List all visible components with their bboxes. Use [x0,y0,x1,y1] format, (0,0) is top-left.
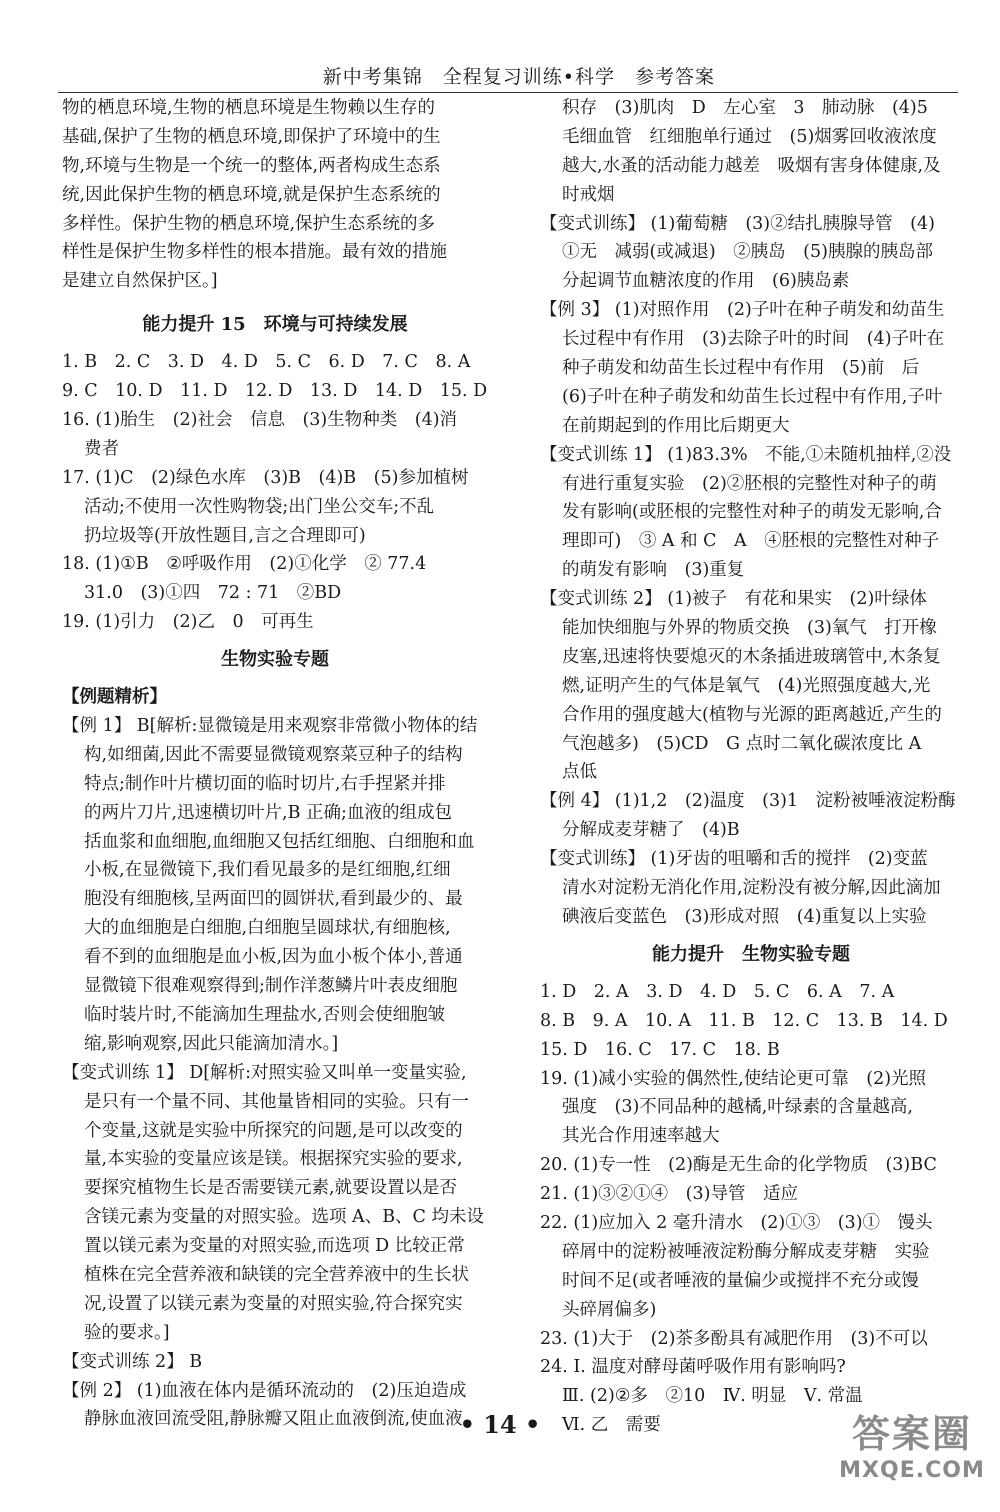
intro-line: 基础,保护了生物的栖息环境,即保护了环境中的生 [62,126,441,147]
answer-line: 越大,水蚤的活动能力越差 吸烟有害身体健康,及 [562,155,941,176]
answer-line: 分解成麦芽糖了 (4)B [562,820,740,841]
answer-line: 是只有一个量不同、其他量皆相同的实验。只有一 [84,1091,469,1112]
answer-line: 1. D 2. A 3. D 4. D 5. C 6. A 7. A [540,981,895,1002]
answer-line: 发有影响(或胚根的完整性对种子的萌发无影响,合 [562,502,942,523]
answer-line: 的萌发有影响 (3)重复 [562,560,745,581]
answer-line: 头碎屑偏多) [562,1299,657,1320]
answer-line: 验的要求。] [84,1322,170,1343]
answer-line: 括血浆和血细胞,血细胞又包括红细胞、白细胞和血 [84,831,475,852]
answer-line: 16. (1)胎生 (2)社会 信息 (3)生物种类 (4)消 [62,410,458,431]
section-bio-experiment-answers [62,683,488,1434]
answer-line: 18. (1)①B ②呼吸作用 (2)①化学 ② 77.4 [62,554,427,575]
answer-line: 23. (1)大于 (2)茶多酚具有减肥作用 (3)不可以 [540,1328,928,1349]
header-rule [58,92,958,93]
answer-line: 特点;制作叶片横切面的临时切片,右手捏紧并排 [84,773,446,794]
answer-line: 长过程中有作用 (3)去除子叶的时间 (4)子叶在 [562,329,945,350]
answer-line: 【例 4】 (1)1,2 (2)温度 (3)1 淀粉被唾液淀粉酶 [540,791,956,812]
answer-line: 理即可) ③ A 和 C A ④胚根的完整性对种子 [562,531,940,552]
answer-line: 个变量,这就是实验中所探究的问题,是可以改变的 [84,1120,463,1141]
answer-line: 【变式训练 1】 (1)83.3% 不能,①未随机抽样,②没 [540,444,952,465]
answer-line: 【例题精析】 [62,687,167,708]
answer-line: 清水对淀粉无消化作用,淀粉没有被分解,因此滴加 [562,878,941,899]
section-title-ability-bio: 能力提升 生物实验专题 [652,943,850,965]
left-column [62,94,488,1434]
section-environment-answers [62,348,488,637]
answer-line: 【变式训练 2】 (1)被子 有花和果实 (2)叶绿体 [540,589,927,610]
answer-line: 【变式训练 2】 B [62,1351,203,1372]
answer-line: 【变式训练】 (1)牙齿的咀嚼和舌的搅拌 (2)变蓝 [540,849,928,870]
answer-line: 15. D 16. C 17. C 18. B [540,1039,780,1060]
answer-line: 19. (1)引力 (2)乙 0 可再生 [62,612,314,633]
right-column [540,94,962,1440]
answer-line: 碎屑中的淀粉被唾液淀粉酶分解成麦芽糖 实验 [562,1241,930,1262]
answer-line: 种子萌发和幼苗生长过程中有作用 (5)前 后 [562,358,920,379]
intro-block [62,94,488,296]
page-header [0,30,1000,90]
answer-line: 9. C 10. D 11. D 12. D 13. D 14. D 15. D [62,381,488,402]
answer-line: 8. B 9. A 10. A 11. B 12. C 13. B 14. D [540,1010,948,1031]
answer-line: 大的血细胞是白细胞,白细胞呈圆球状,有细胞核, [84,918,451,939]
answer-line: 构,如细菌,因此不需要显微镜观察菜豆种子的结构 [84,744,463,765]
answer-line: 19. (1)减小实验的偶然性,使结论更可靠 (2)光照 [540,1068,927,1089]
intro-line: 物的栖息环境,生物的栖息环境是生物赖以生存的 [62,98,436,118]
section-title-bio-experiment: 生物实验专题 [221,649,329,671]
answer-line: 燃,证明产生的气体是氧气 (4)光照强度越大,光 [562,675,931,696]
answer-line: 植株在完全营养液和缺镁的完全营养液中的生长状 [84,1264,469,1285]
answer-line: 时间不足(或者唾液的量偏少或搅拌不充分或馒 [562,1270,919,1291]
right-answers-part2 [540,978,962,1440]
intro-line: 样性是保护生物多样性的根本措施。最有效的措施 [62,242,447,263]
watermark-logo [838,1412,986,1502]
answer-line: 【例 3】 (1)对照作用 (2)子叶在种子萌发和幼苗生 [540,300,945,321]
answer-line: 含镁元素为变量的对照实验。选项 A、B、C 均未设 [84,1207,485,1228]
answer-line: ①无 减弱(或减退) ②胰岛 (5)胰腺的胰岛部 [562,242,933,263]
answer-line: 【例 2】 (1)血液在体内是循环流动的 (2)压迫造成 [62,1380,467,1401]
answer-line: 临时装片时,不能滴加生理盐水,否则会使细胞皱 [84,1004,446,1025]
answer-line: 【例 1】 B[解析:显微镜是用来观察非常微小物体的结 [62,716,478,737]
answer-line: 胞没有细胞核,呈两面凹的圆饼状,看到最少的、最 [84,889,463,910]
answer-line: 量,本实验的变量应该是镁。根据探究实验的要求, [84,1149,463,1170]
answer-line: 点低 [562,762,597,783]
answer-line: 置以镁元素为变量的对照实验,而选项 D 比较正常 [84,1236,465,1257]
answer-line: 积存 (3)肌肉 D 左心室 3 肺动脉 (4)5 [562,98,928,118]
answer-line: 活动;不使用一次性购物袋;出门坐公交车;不乱 [84,496,435,517]
intro-line: 物,环境与生物是一个统一的整体,两者构成生态系 [62,155,441,176]
intro-line: 统,因此保护生物的栖息环境,就是保护生态系统的 [62,184,441,205]
answer-line: 21. (1)③②①④ (3)导管 适应 [540,1184,798,1205]
section-title-environment: 能力提升 15 环境与可持续发展 [142,314,408,336]
answer-line: 【变式训练】 (1)葡萄糖 (3)②结扎胰腺导管 (4) [540,213,935,234]
answer-line: 静脉血液回流受阻,静脉瓣又阻止血液倒流,使血液 [84,1409,463,1430]
answer-line: 皮塞,迅速将快要熄灭的木条插进玻璃管中,木条复 [562,646,941,667]
answer-line: 的两片刀片,迅速横切叶片,B 正确;血液的组成包 [84,802,452,823]
answer-line: 扔垃圾等(开放性题目,言之合理即可) [84,525,366,546]
answer-line: 强度 (3)不同品种的越橘,叶绿素的含量越高, [562,1097,913,1118]
intro-line: 多样性。保护生物的栖息环境,保护生态系统的多 [62,213,436,234]
answer-line: (6)子叶在种子萌发和幼苗生长过程中有作用,子叶 [562,386,943,407]
answer-line: 1. B 2. C 3. D 4. D 5. C 6. D 7. C 8. A [62,352,471,373]
answer-line: 其光合作用速率越大 [562,1126,720,1147]
answer-line: Ⅲ. (2)②多 ②10 Ⅳ. 明显 Ⅴ. 常温 [562,1386,863,1407]
answer-line: 看不到的血细胞是血小板,因为血小板个体小,普通 [84,947,463,968]
header-title: 新中考集锦 全程复习训练•科学 参考答案 [322,66,715,88]
answer-line: 况,设置了以镁元素为变量的对照实验,符合探究实 [84,1293,463,1314]
answer-line: 气泡越多) (5)CD G 点时二氧化碳浓度比 A [562,733,922,754]
answer-line: 小板,在显微镜下,我们看见最多的是红细胞,红细 [84,860,451,881]
answer-line: 24. Ⅰ. 温度对酵母菌呼吸作用有影响吗? [540,1357,846,1378]
answer-line: 费者 [84,438,119,459]
answer-line: 毛细血管 红细胞单行通过 (5)烟雾回收液浓度 [562,126,937,147]
answer-line: 合作用的强度越大(植物与光源的距离越近,产生的 [562,704,942,725]
answer-line: 17. (1)C (2)绿色水库 (3)B (4)B (5)参加植树 [62,467,469,488]
answer-line: 碘液后变蓝色 (3)形成对照 (4)重复以上实验 [562,906,927,927]
answer-line: 有进行重复实验 (2)②胚根的完整性对种子的萌 [562,473,937,494]
answer-line: 时戒烟 [562,184,615,205]
right-answers-part1 [540,94,962,932]
answer-line: 要探究植物生长是否需要镁元素,就要设置以是否 [84,1178,458,1199]
answer-line: Ⅵ. 乙 需要 [562,1415,661,1436]
answer-line: 【变式训练 1】 D[解析:对照实验又叫单一变量实验, [62,1062,467,1083]
watermark-url: MXQE.COM [839,1458,985,1483]
answer-line: 在前期起到的作用比后期更大 [562,415,790,436]
answer-line: 分起调节血糖浓度的作用 (6)胰岛素 [562,271,850,292]
watermark-title: 答案圈 [851,1412,972,1456]
answer-line: 31.0 (3)①四 72 : 71 ②BD [84,583,342,604]
page-number: • 14 • [459,1410,541,1439]
answer-line: 显微镜下很难观察得到;制作洋葱鳞片叶表皮细胞 [84,976,458,997]
intro-line: 是建立自然保护区。] [62,271,218,292]
answer-line: 22. (1)应加入 2 毫升清水 (2)①③ (3)① 馒头 [540,1212,933,1233]
answer-line: 20. (1)专一性 (2)酶是无生命的化学物质 (3)BC [540,1155,937,1176]
answer-line: 能加快细胞与外界的物质交换 (3)氧气 打开橡 [562,618,937,639]
answer-line: 缩,影响观察,因此只能滴加清水。] [84,1033,339,1054]
